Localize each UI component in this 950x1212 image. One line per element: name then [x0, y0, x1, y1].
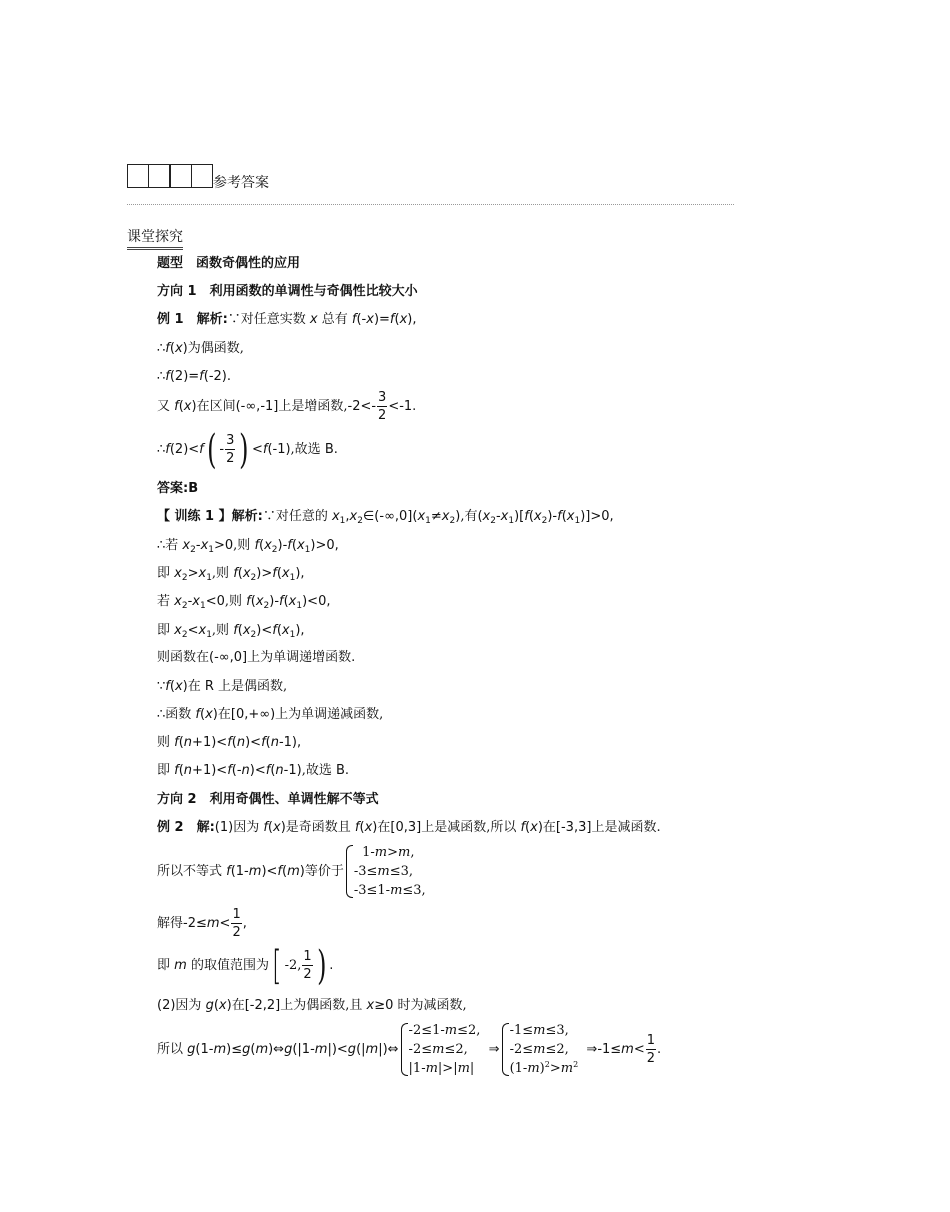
- direction1-heading: 方向 1 利用函数的单调性与奇偶性比较大小: [157, 284, 418, 299]
- example2-label: 例 2 解:: [157, 820, 215, 835]
- example1-line4: 又 f(x)在区间(-∞,-1]上是增函数,-2<- $\frac{3}{2}$ <-1.: [157, 390, 417, 423]
- classroom-tab: 课堂探究: [127, 228, 183, 250]
- example1-answer: 答案:B: [157, 481, 199, 496]
- absolute-system: -2≤1-m≤2, -2≤m≤2, |1-m|>|m|: [401, 1021, 481, 1078]
- training1-line3: 即 $x_2>x_1$,则 $f(x_2)>f(x_1)$,: [157, 566, 305, 583]
- header-box-1: [127, 164, 149, 188]
- dotted-divider: [127, 204, 734, 205]
- example2-line4: 即 m 的取值范围为[ -2, $\frac{1}{2}$ ) .: [157, 942, 334, 989]
- fraction-1-over-2: $\frac{1}{2}$: [303, 949, 312, 982]
- example1-line1: 例 1 解析:∵对任意实数 x 总有 f(-x)=f(x),: [157, 312, 417, 327]
- example2-line1: 例 2 解:(1)因为 f(x)是奇函数且 f(x)在[0,3]上是减函数,所以 f(x)在[-3,3]上是减函数.: [157, 820, 661, 835]
- training1-label: 【 训练 1 】解析:: [157, 509, 263, 524]
- section-title: 参考答案: [213, 175, 269, 191]
- type-heading: 题型 函数奇偶性的应用: [157, 256, 301, 271]
- inequality-system: 1-m>m, -3≤m≤3, -3≤1-m≤3,: [346, 843, 426, 900]
- training1-line9: 则 f(n+1)<f(n)<f(n-1),: [157, 735, 302, 750]
- solution-system: -1≤m≤3, -2≤m≤2, $(1-m)^2>m^2$: [502, 1021, 579, 1078]
- header-box-4: [191, 164, 213, 188]
- training1-line2: ∴若 $x_2-x_1>0$,则 $f(x_2)-f(x_1)>0$,: [157, 538, 339, 555]
- example2-line2: 所以不等式 f(1-m)<f(m)等价于 1-m>m, -3≤m≤3, -3≤1-m≤3,: [157, 845, 426, 898]
- example1-line5: ∴f(2)<f( - $\frac{3}{2}$ ) <f(-1),故选 B.: [157, 426, 338, 473]
- training1-line8: ∴函数 f(x)在[0,+∞)上为单调递减函数,: [157, 707, 384, 722]
- example2-line3: 解得-2≤m< $\frac{1}{2}$ ,: [157, 907, 247, 940]
- fraction-3-over-2: $\frac{3}{2}$: [226, 433, 235, 466]
- training1-line6: 则函数在(-∞,0]上为单调递增函数.: [157, 650, 356, 665]
- example1-label: 例 1 解析:: [157, 312, 228, 327]
- fraction-3-over-2: $\frac{3}{2}$: [378, 390, 387, 423]
- example2-line6: 所以 g(1-m)≤g(m)⇔g(|1-m|)<g(|m|)⇔ -2≤1-m≤2, -2≤m≤2, |1-m|>|m| ⇒ -1≤m≤3, -2≤m≤2, $(1-m)^2>m^2$ ⇒-1≤m< $\frac{1}{2}$ .: [157, 1023, 662, 1076]
- training1-line5: 即 $x_2<x_1$,则 $f(x_2)<f(x_1)$,: [157, 623, 305, 640]
- fraction-1-over-2: $\frac{1}{2}$: [646, 1033, 656, 1066]
- example1-line2: ∴f(x)为偶函数,: [157, 341, 244, 356]
- training1-line7: ∵f(x)在 R 上是偶函数,: [157, 679, 288, 694]
- training1-line4: 若 $x_2-x_1<0$,则 $f(x_2)-f(x_1)<0$,: [157, 594, 331, 611]
- training1-line1: 【 训练 1 】解析:∵对任意的 $x_1,x_2\in(-\infty,0](x_1\ne x_2)$,有$(x_2-x_1)[f(x_2)-f(x_1)]>0$,: [157, 509, 614, 526]
- training1-line10: 即 f(n+1)<f(-n)<f(n-1),故选 B.: [157, 763, 350, 778]
- direction2-heading: 方向 2 利用奇偶性、单调性解不等式: [157, 792, 379, 807]
- example1-line3: ∴f(2)=f(-2).: [157, 369, 231, 384]
- header-box-2: [148, 164, 170, 188]
- example2-line5: (2)因为 g(x)在[-2,2]上为偶函数,且 x≥0 时为减函数,: [157, 998, 467, 1013]
- fraction-1-over-2: $\frac{1}{2}$: [232, 907, 241, 940]
- header-box-3: [170, 164, 192, 188]
